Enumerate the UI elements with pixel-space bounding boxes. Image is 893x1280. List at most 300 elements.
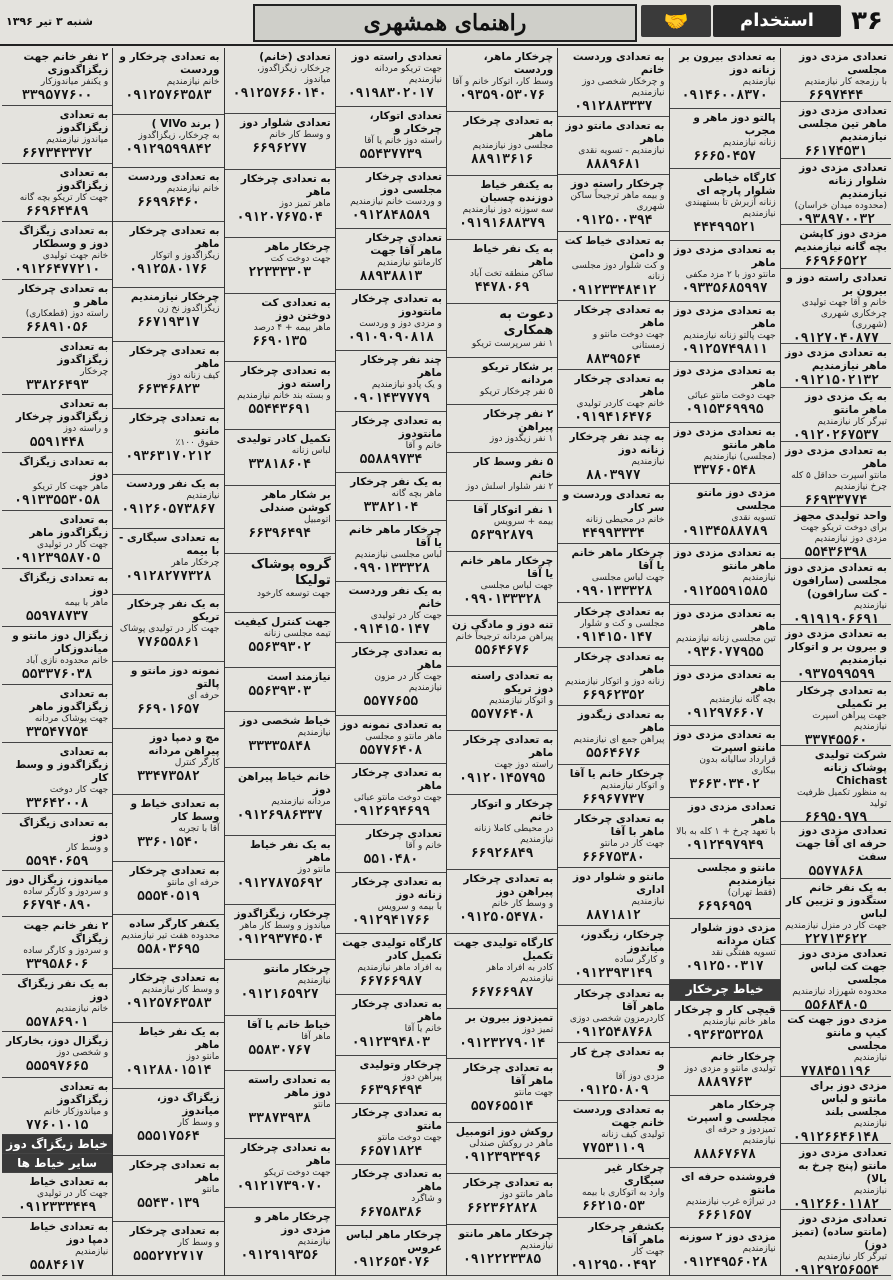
ad-phone: ۷۷۵۳۱۱۰۹	[582, 1141, 645, 1157]
ad-title: به تعدادی نمونه دوز	[340, 718, 442, 731]
ad-phone: ۵۵۷۸۶۹۰۱	[25, 1014, 89, 1030]
ad-body: با رزمجه کار نیازمندیم	[804, 77, 887, 87]
ad-phone: ۶۶۷۶۶۹۸۷	[470, 984, 534, 1000]
classified-ad	[113, 1156, 223, 1223]
ad-phone: ۵۵۴۳۶۳۹۸	[804, 544, 868, 560]
newspaper-brand: راهنمای همشهری	[253, 4, 637, 42]
ad-title: به تعدادی چرخکار مانتو	[129, 411, 220, 437]
ad-phone: ۶۶۹۰۱۶۵۷	[137, 701, 200, 717]
ad-title: تعدادی شلوار دوز	[240, 117, 331, 130]
ad-body: وسط کار، اتوکار خانم و آقا	[452, 77, 554, 87]
classified-ad	[225, 486, 335, 554]
ad-body: کاردرمزون شخصی دوزی	[569, 1013, 665, 1024]
ad-phone: ۰۹۱۲۵۰۸۰۹	[578, 1082, 649, 1098]
ad-phone: ۰۹۱۴۶۰۰۸۳۷۰	[681, 88, 768, 103]
ad-title: به تعدادی چرخ کار و	[570, 1045, 665, 1071]
classified-ad	[336, 825, 446, 873]
ad-phone: ۰۹۱۲۶۵۴۰۷۶	[351, 1254, 431, 1270]
ad-body: و بیمه ماهر ترجیحاً ساکن شهرری	[570, 191, 665, 213]
ad-body: نیازمندیم	[853, 1119, 887, 1130]
classified-ad	[558, 175, 668, 231]
ad-phone: ۶۶۲۱۵۰۵۳	[582, 1199, 645, 1215]
classified-ad	[2, 1218, 112, 1276]
classified-ad	[447, 112, 557, 176]
ad-title: به یکنفر خیاط دوزنده چسبان	[479, 178, 554, 204]
classified-ad	[336, 107, 446, 168]
ad-phone: ۸۸۸۶۷۶۷۸	[693, 1147, 756, 1163]
ad-body: خانم در محیطی زنانه	[585, 515, 665, 526]
classified-ad	[113, 595, 223, 662]
ad-phone: ۸۸۳۹۵۶۴	[585, 351, 641, 367]
ad-phone: ۰۹۱۲۰۲۶۷۵۳۷	[792, 427, 879, 443]
classified-ad	[558, 985, 668, 1043]
ad-phone: ۸۸۷۱۸۱۲	[585, 908, 641, 924]
ad-body: حرفه ای	[187, 690, 220, 701]
ad-phone: ۶۶۲۳۶۲۸۲۸	[466, 1201, 538, 1217]
ad-title: تعدادی مزدی دوز مانتو (پنج چرخ به بالا)	[798, 1146, 887, 1185]
ad-title: به یک نفر خیاط ماهر	[472, 242, 554, 268]
ad-body: جهت دوخت مانتو	[377, 1132, 442, 1143]
ad-phone: ۰۹۳۶۳۵۳۲۵۸	[685, 1027, 764, 1043]
ad-body: زنانه آزبرش تا بستهبندی نیازمندیم	[685, 198, 776, 220]
classified-ad	[225, 430, 335, 485]
ad-phone: ۰۹۳۷۵۹۹۵۹۹	[796, 667, 876, 682]
ad-title: به تعدادی چرخکار ماهر با آقا	[574, 812, 665, 838]
classified-ad	[447, 240, 557, 304]
ad-body: و میاندوزکار خانم	[43, 1106, 109, 1117]
ad-phone: ۰۹۱۳۳۵۵۳۰۵۸	[14, 493, 101, 509]
ad-body: برای دوخت تریکو جهت مزدی دوز نیازمندیم	[800, 522, 887, 544]
ad-phone: ۰۹۱۲۹۴۱۷۶۶	[351, 912, 431, 928]
ad-phone: ۰۹۱۲۹۵۹۹۸۴۲	[125, 141, 212, 157]
ad-body: و وسط کار	[66, 842, 109, 853]
classified-ad	[558, 544, 668, 602]
classified-ad	[336, 995, 446, 1056]
ad-title: سایر خیاط ها	[17, 1156, 98, 1171]
ad-body: میاندوز و وسط کار ماهر	[239, 920, 331, 931]
ad-phone: ۵۵۹۱۴۴۸	[29, 435, 85, 451]
ad-body: نیازمندیم	[853, 1053, 887, 1064]
ad-phone: ۰۹۱۲۸۸۰۱۵۱۴	[125, 1062, 212, 1078]
classified-ad	[225, 668, 335, 712]
classified-ad	[113, 168, 223, 222]
ad-body: به افراد ماهر نیازمندیم	[357, 962, 442, 973]
ad-title: مچ و دمپا دوز پیراهن مردانه	[148, 731, 220, 757]
ad-title: به یک نفر وردست	[126, 478, 220, 491]
ad-body: و یکنفر میاندوزکار	[40, 77, 109, 87]
classified-ad	[781, 879, 891, 945]
classified-ad	[781, 1077, 891, 1143]
classified-ad	[113, 342, 223, 409]
ad-title: چرخکار ماهر مجلسی و اسپرت	[686, 1099, 776, 1125]
ad-title: چرخکار، زیگدوز، میاندوز	[580, 929, 665, 955]
ad-title: به تعدادی زیگزاگدوز	[57, 340, 109, 366]
ad-title: به تعدادی چرخکار ماهر	[352, 646, 442, 672]
ad-body: به منظور تکمیل ظرفیت تولید	[796, 788, 887, 810]
ad-phone: ۰۹۱۲۵۰۰۳۹۴	[574, 213, 653, 229]
ad-body: جهت کار در مزون نیازمندیم	[374, 672, 442, 694]
ad-body: جهت دوخت مانتو عبائی	[353, 792, 442, 803]
ad-title: مانتو و شلوار دوز اداری	[572, 871, 665, 897]
classified-ad	[781, 159, 891, 225]
classified-ad	[670, 1168, 780, 1229]
ad-phone: ۵۵۵۱۷۵۶۴	[137, 1129, 200, 1145]
classified-ad	[781, 1210, 891, 1276]
classified-ad	[2, 48, 112, 106]
ad-phone: ۵۵۵۲۷۲۷۱۷	[133, 1249, 204, 1265]
ad-title: میاندوز، زیگزال دوز	[6, 874, 109, 887]
ad-phone: ۰۹۱۲۳۳۴۸۴۱۲	[570, 282, 657, 298]
ad-phone: ۰۹۱۲۹۵۰۰۴۹۲	[570, 1257, 657, 1273]
ad-phone: ۰۹۱۲۵۵۹۱۵۸۵	[681, 584, 768, 600]
classified-ad	[2, 743, 112, 814]
ad-title: چرخکار ماهر	[265, 241, 331, 254]
ad-title: به یک نفر خانم ستگدوز و تزیین کار لباس	[785, 881, 887, 920]
classified-ad	[336, 412, 446, 473]
ad-title: چرخکار، زیگزاگدوز	[234, 907, 331, 920]
classified-ad	[2, 222, 112, 280]
ad-title: به تعدادی چرخکار ماهر	[574, 303, 665, 329]
ad-title: به تعدادی زیگزاگدوز	[57, 166, 109, 192]
ad-phone: ۳۳۳۳۵۸۴۸	[248, 739, 311, 755]
ad-phone: ۰۹۹۰۱۳۳۳۲۸	[462, 592, 542, 608]
ad-body: راسته دوز (قطعکاری)	[25, 308, 109, 319]
classified-ad	[225, 1071, 335, 1139]
ad-body: با تعهد چرخ + ۱ کله به بالا	[676, 827, 776, 838]
classified-ad	[447, 667, 557, 731]
ad-title: به تعدادی چرخکار ماهر	[240, 1142, 331, 1168]
ad-title: تمیزدوز بیرون بر	[465, 1011, 554, 1024]
ad-title: به تعدادی چرخکار ماهر	[129, 1158, 220, 1184]
issue-date: شنبه ۳ تیر ۱۳۹۶	[6, 15, 94, 28]
classified-ad	[2, 627, 112, 685]
ad-phone: ۰۹۱۲۱۶۵۹۲۷	[240, 987, 319, 1003]
ad-title: به تعدادی خیاط و وسط کار	[130, 798, 220, 824]
ad-title: به تعدادی چرخکار راسته دوز	[240, 365, 331, 391]
ad-body: جهت کار در تولیدی پوشاک	[119, 624, 220, 635]
ad-title: چرخکار مانتو	[264, 963, 331, 976]
ad-body: مانتو دوز با ۲ مزد مکفی	[685, 270, 776, 281]
ad-phone: ۰۹۱۲۹۳۷۴۵۰۴	[236, 931, 323, 947]
ad-title: بکشفر چرخکار ماهر آقا	[588, 1220, 665, 1246]
ad-title: یکنفر کارگر ساده	[129, 918, 220, 931]
classified-ad	[781, 269, 891, 343]
ad-body: خانم جهت تولیدی	[42, 250, 109, 261]
ad-title: به تعدادی خیاط دمپا دوز	[29, 1221, 109, 1247]
ad-body: و وسط کار خانم	[491, 898, 554, 909]
ad-column	[335, 48, 446, 1276]
classified-ad	[447, 501, 557, 552]
classified-ad	[447, 731, 557, 795]
ad-title: به تعدادی چرخکار ماهر	[463, 114, 554, 140]
ad-body: جهت کار در مانتو	[600, 838, 665, 849]
classified-ad	[447, 1174, 557, 1225]
ad-body: راسته دوز جهت	[494, 759, 554, 770]
ad-body: جهت کار در تولیدی	[37, 1188, 109, 1199]
classified-ad	[447, 1123, 557, 1174]
ad-phone: ۶۶۱۷۴۵۳۱	[804, 144, 868, 159]
ad-phone: ۰۹۱۲۹۱۹۳۵۶	[240, 1247, 319, 1263]
ad-title: به تعدادی چرخکار ماهر	[352, 1167, 442, 1193]
ad-title: به تعدادی زیگزاگدوز چرخکار	[15, 398, 109, 424]
ad-body: نیازمندیم	[853, 1185, 887, 1196]
classified-ad	[447, 1009, 557, 1060]
ad-title: ۲ نفر چرخکار پیراهن	[483, 408, 554, 434]
ad-phone: ۰۹۱۲۳۹۳۱۴۹	[574, 966, 653, 982]
ad-body: نیازمندیم	[742, 573, 776, 584]
ad-title: به تعدادی چرخکار ماهر	[352, 766, 442, 792]
ad-body: حقوق ۱۰۰٪	[175, 437, 220, 448]
ad-body: تولیدی مانتو و مزدی دوز	[684, 1064, 776, 1075]
ad-body: ۱ نفر سرپرست تریکو	[471, 338, 554, 349]
ad-title: زیگزاگ دوز، میاندوز	[156, 1092, 220, 1118]
ad-phone: ۰۹۱۲۶۴۷۷۲۱۰	[14, 261, 101, 277]
ad-title: ۵ نفر وسط کار خانم	[473, 456, 554, 482]
ad-body: نیازمندیم	[631, 897, 665, 908]
classified-ad	[225, 836, 335, 904]
ad-phone: ۲۲۳۳۳۳۰۳	[248, 265, 311, 281]
ad-title: تعدادی (خانم)	[259, 51, 331, 63]
ad-body: تیمه مجلسی زنانه	[263, 628, 331, 639]
ad-column	[2, 48, 112, 1276]
ad-body: زنانه نیازمندیم	[722, 137, 776, 148]
ad-body: مانتو دوز	[186, 1051, 220, 1062]
ad-title: به تعدادی وردست خانم	[572, 51, 665, 76]
ad-phone: ۸۸۹۳۸۸۱۳	[359, 269, 423, 285]
ad-phone: ۰۹۱۲۶۹۴۶۹۹	[351, 803, 431, 819]
ad-body: جهت پالتو زنانه نیازمندیم	[683, 330, 776, 341]
ad-body: بیمه + سرویس	[493, 517, 554, 528]
ad-phone: ۷۷۶۰۱۰۱۵	[25, 1117, 89, 1133]
ad-body: سه سوزنه دوز نیازمندیم	[462, 204, 554, 215]
ad-phone: ۰۹۱۲۹۲۵۶۵۵۴	[792, 1262, 879, 1276]
classified-ad	[781, 945, 891, 1011]
classified-ad	[781, 746, 891, 822]
classified-ad	[2, 975, 112, 1033]
classified-ad	[2, 569, 112, 627]
ad-phone: ۰۹۱۲۶۰۵۷۳۸۶۷	[121, 502, 216, 518]
ad-title: به تعدادی زیگزاگ دوز	[19, 572, 109, 598]
classified-ad	[781, 1144, 891, 1210]
ad-body: مانتو اسپرت حداقل ۵ کله چرخ نیازمندیم	[791, 471, 887, 493]
ad-body: چرخکار، زیگزاگدوز، میاندوز	[256, 64, 331, 85]
classified-ad	[781, 102, 891, 158]
classified-ad	[113, 115, 223, 169]
ad-title: تعدادی راسته دوز	[351, 51, 442, 63]
classified-ad	[447, 48, 557, 112]
ad-title: کارگاه خیاطی شلوار پارچه ای	[696, 172, 776, 198]
ad-phone: ۵۵۴۳۷۷۳۹	[359, 147, 423, 163]
classified-ad	[670, 48, 780, 109]
ad-phone: ۳۳۸۲۶۴۹۳	[25, 377, 89, 393]
ad-phone: ۰۹۱۹۴۱۶۴۷۶	[574, 409, 653, 425]
ad-body: جهت کار	[631, 1246, 665, 1257]
classified-ad	[670, 544, 780, 605]
ad-body: ماهر بیمه + ۴ درصد	[253, 322, 331, 333]
ad-title: چرخکار ماهر لباس عروس	[346, 1228, 442, 1254]
ad-title: به تعدادی زیگدوز ماهر	[577, 709, 665, 735]
ad-phone: ۵۵۹۷۸۷۳۷	[25, 609, 89, 625]
classified-ad	[2, 511, 112, 569]
ad-title: زیگزال دوز مانتو و میاندوزکار	[12, 630, 109, 656]
ad-title: به تعدادی راسته دوز تریکو	[470, 669, 554, 695]
ad-title: چرخکار ماهر خانم یا آقا	[460, 555, 554, 581]
ad-body: نیازمندیم	[742, 77, 776, 87]
ad-phone: ۸۸۸۹۷۶۳	[697, 1075, 753, 1091]
classified-ad	[225, 905, 335, 960]
classified-ad	[225, 613, 335, 668]
ad-title: مزدی دوز جهت کت کیپ و مانتو مجلسی	[787, 1014, 887, 1053]
ad-phone: ۳۳۸۱۸۶۰۴	[248, 457, 311, 473]
ad-title: چرخکار راسته دوز	[570, 178, 665, 191]
ad-body: جهت کار در منزل نیازمندیم	[785, 920, 887, 931]
ad-phone: ۶۶۷۵۸۳۸۶	[359, 1204, 423, 1220]
ad-phone: ۰۹۱۲۵۰۰۳۱۷	[685, 959, 764, 975]
classified-ad	[447, 176, 557, 240]
ad-body: ۱ نفر زیگدوز دوز	[489, 434, 554, 445]
ad-phone: ۵۵۴۴۳۶۹۱	[248, 402, 311, 418]
ad-body: خانم و آقا	[405, 441, 442, 452]
ad-body: ۵ نفر چرخکار تریکو	[480, 386, 554, 397]
ad-title: به تعدادی چرخکار	[463, 1177, 554, 1190]
classified-ad	[113, 795, 223, 862]
ad-body: جهت پیراهن اسپرت نیازمندیم	[812, 710, 887, 732]
classified-ad	[558, 1218, 668, 1276]
classified-ad	[225, 1208, 335, 1276]
ad-phone: ۰۹۱۲۳۹۵۸۷۰۵	[14, 551, 101, 567]
ad-title: به یک مزدی دوز ماهر مانتو	[805, 390, 887, 416]
ad-body: کیف زنانه دوز	[167, 370, 220, 381]
ad-body: ماهر تمیز دوز	[279, 198, 331, 209]
ad-phone: ۰۹۱۲۰۱۴۵۷۹۵	[459, 770, 546, 786]
ad-body: (محدوده میدان خراسان)	[794, 200, 887, 211]
ad-title: به تعدادی زیگزاگدوز ماهر	[29, 514, 109, 540]
classified-ad	[558, 1159, 668, 1217]
ad-phone: ۶۶۹۰۱۳۵	[252, 333, 308, 349]
ad-columns	[2, 48, 891, 1276]
ad-phone: ۵۵۳۳۷۶۰۳۸	[21, 667, 93, 683]
ad-title: به تعدادی چرخکار ماهر	[574, 372, 665, 398]
ad-body: ساکن منطقه تخت آباد	[470, 268, 554, 279]
ad-phone: ۰۹۱۲۵۴۸۷۶۸	[574, 1024, 653, 1040]
classified-ad	[670, 1048, 780, 1096]
ad-body: محدوده هفت تیر نیازمندیم	[121, 931, 220, 942]
classified-ad	[558, 301, 668, 370]
ad-title: به تعدادی چرخکار ماهر	[129, 224, 220, 250]
ad-body: و یک پادو نیازمندیم	[371, 380, 442, 391]
ad-body: جهت کار دوخت	[49, 784, 109, 795]
ad-phone: ۵۵۵۹۷۶۶۵	[25, 1059, 89, 1075]
classified-ad	[113, 729, 223, 796]
ad-title: تعدادی مزدی دوز (مانتو ساده) (تمیز دوز)	[792, 1212, 887, 1251]
ad-phone: ۰۹۱۲۶۶۰۱۱۸۲	[792, 1196, 879, 1210]
ad-body: پیراهن جمع ای نیازمندیم	[573, 735, 665, 746]
ad-title: به تعدادی چرخکار	[129, 864, 220, 877]
classified-ad	[558, 486, 668, 544]
ad-phone: ۰۹۱۳۴۵۸۸۷۸۹	[681, 523, 768, 539]
ad-title: خیاط زیگزاگ دوز	[6, 1137, 108, 1152]
ad-title: به تعدادی زیگزاگ دوز	[19, 816, 109, 842]
classified-ad	[225, 114, 335, 169]
ad-title: به تعدادی چرخکار ماهر	[129, 344, 220, 370]
ad-phone: ۶۶۹۶۹۵۹	[697, 898, 753, 914]
ad-body: آقا با تجربه	[178, 824, 220, 835]
ad-body: لباس مجلسی نیازمندیم	[354, 550, 442, 561]
ad-phone: ۶۶۹۶۲۳۵۲	[582, 688, 645, 704]
ad-title: مزدی دوز کاپشن بچه گانه نیازمندیم	[794, 227, 887, 253]
ad-phone: ۰۹۱۲۰۷۶۷۵۰۴	[236, 209, 323, 225]
ad-title: چرخکار ماهر خانم یا آقا	[571, 547, 665, 573]
ad-phone: ۶۶۹۲۶۸۴۹	[470, 845, 534, 861]
ad-phone: ۳۳۶۰۱۵۴۰	[137, 835, 200, 851]
ad-title: چرخکار خانم یا آقا	[569, 767, 665, 780]
classified-ad	[225, 48, 335, 114]
ad-phone: ۵۵۸۴۶۱۷	[29, 1258, 85, 1274]
classified-ad	[558, 428, 668, 486]
classified-ad	[670, 423, 780, 484]
classified-ad	[447, 552, 557, 616]
ad-body: تمیزدوز و حرفه ای نیازمندیم	[705, 1125, 776, 1147]
ad-body: نیازمندیم	[742, 1244, 776, 1255]
classified-ad	[225, 960, 335, 1015]
ad-title: به تعدادی مزدی دوز ماهر نیازمندیم	[785, 346, 887, 372]
ad-phone: ۵۵۷۷۶۴۰۸	[470, 706, 534, 722]
ad-title: به چند نفر چرخکار زنانه دوز	[569, 430, 665, 456]
classified-ad	[781, 225, 891, 269]
ad-phone: ۶۶۹۵۰۹۷۹	[804, 810, 868, 823]
handshake-icon: 🤝	[641, 5, 711, 37]
ad-body: و وسط کار نیازمندیم	[141, 984, 220, 995]
ad-phone: ۵۵۷۷۸۶۸	[808, 864, 864, 879]
ad-title: ۱ نفر اتوکار آقا	[473, 504, 554, 517]
classified-ad	[447, 616, 557, 667]
ad-phone: ۵۵۷۶۵۵۱۴	[470, 1099, 534, 1115]
ad-title: تنه دوز و مادگی زن	[451, 619, 554, 632]
classified-ad	[670, 109, 780, 170]
ad-phone: ۵۵۶۳۹۳۰۳	[248, 684, 311, 700]
classified-ad	[225, 362, 335, 430]
ad-phone: ۰۹۱۲۵۷۴۹۸۱۱	[681, 341, 768, 357]
ad-body: در محیطی کاملا زنانه نیازمندیم	[473, 823, 554, 845]
ad-phone: ۰۹۱۲۴۹۵۶۰۲۸	[681, 1255, 768, 1271]
ad-body: تیرگر کار نیازمندیم	[817, 1251, 887, 1262]
classified-ad	[447, 934, 557, 1009]
ad-title: روکش دوز اتومبیل	[455, 1126, 554, 1139]
ad-phone: ۵۵۷۷۶۴۰۸	[359, 742, 423, 758]
classified-ad	[670, 919, 780, 980]
ad-phone: ۰۹۱۲۵۸۰۱۷۶	[129, 261, 208, 277]
ad-phone: ۶۶۵۷۱۸۲۴	[359, 1143, 423, 1159]
classified-ad	[225, 712, 335, 767]
ad-title: تعدادی چرخکار	[366, 827, 442, 840]
ad-phone: ۵۵۸۰۳۶۹۵	[137, 942, 200, 958]
ad-phone: ۵۵۶۸۴۸۰۵	[804, 997, 868, 1012]
classified-ad	[336, 168, 446, 229]
ad-body: جهت پوشاک مردانه	[34, 713, 109, 724]
ad-body: ماهر مانتو دوز	[500, 1190, 554, 1201]
ad-body: تیرگر کار نیازمندیم	[817, 416, 887, 427]
ad-title: به یک نفر چرخکار	[350, 476, 442, 489]
ad-title: به تعدادی مزدی دوز ماهر مانتو	[673, 547, 776, 573]
ad-title: چرخکار ماهر، وردست	[483, 51, 554, 76]
ad-title: به تعدادی چرخکار ماهر	[574, 651, 665, 677]
ad-phone: ۵۵۱۰۴۸۰	[363, 851, 419, 867]
classified-ad	[336, 1165, 446, 1226]
ad-title: کارگاه تولیدی جهت تکمیل	[453, 936, 554, 962]
ad-title: به تعدادی چرخکار ماهر	[352, 997, 442, 1023]
ad-body: ۲ نفر شلوار اسلش دوز	[465, 482, 554, 493]
ad-phone: ۳۶۶۳۰۳۴۰۲	[689, 777, 760, 793]
